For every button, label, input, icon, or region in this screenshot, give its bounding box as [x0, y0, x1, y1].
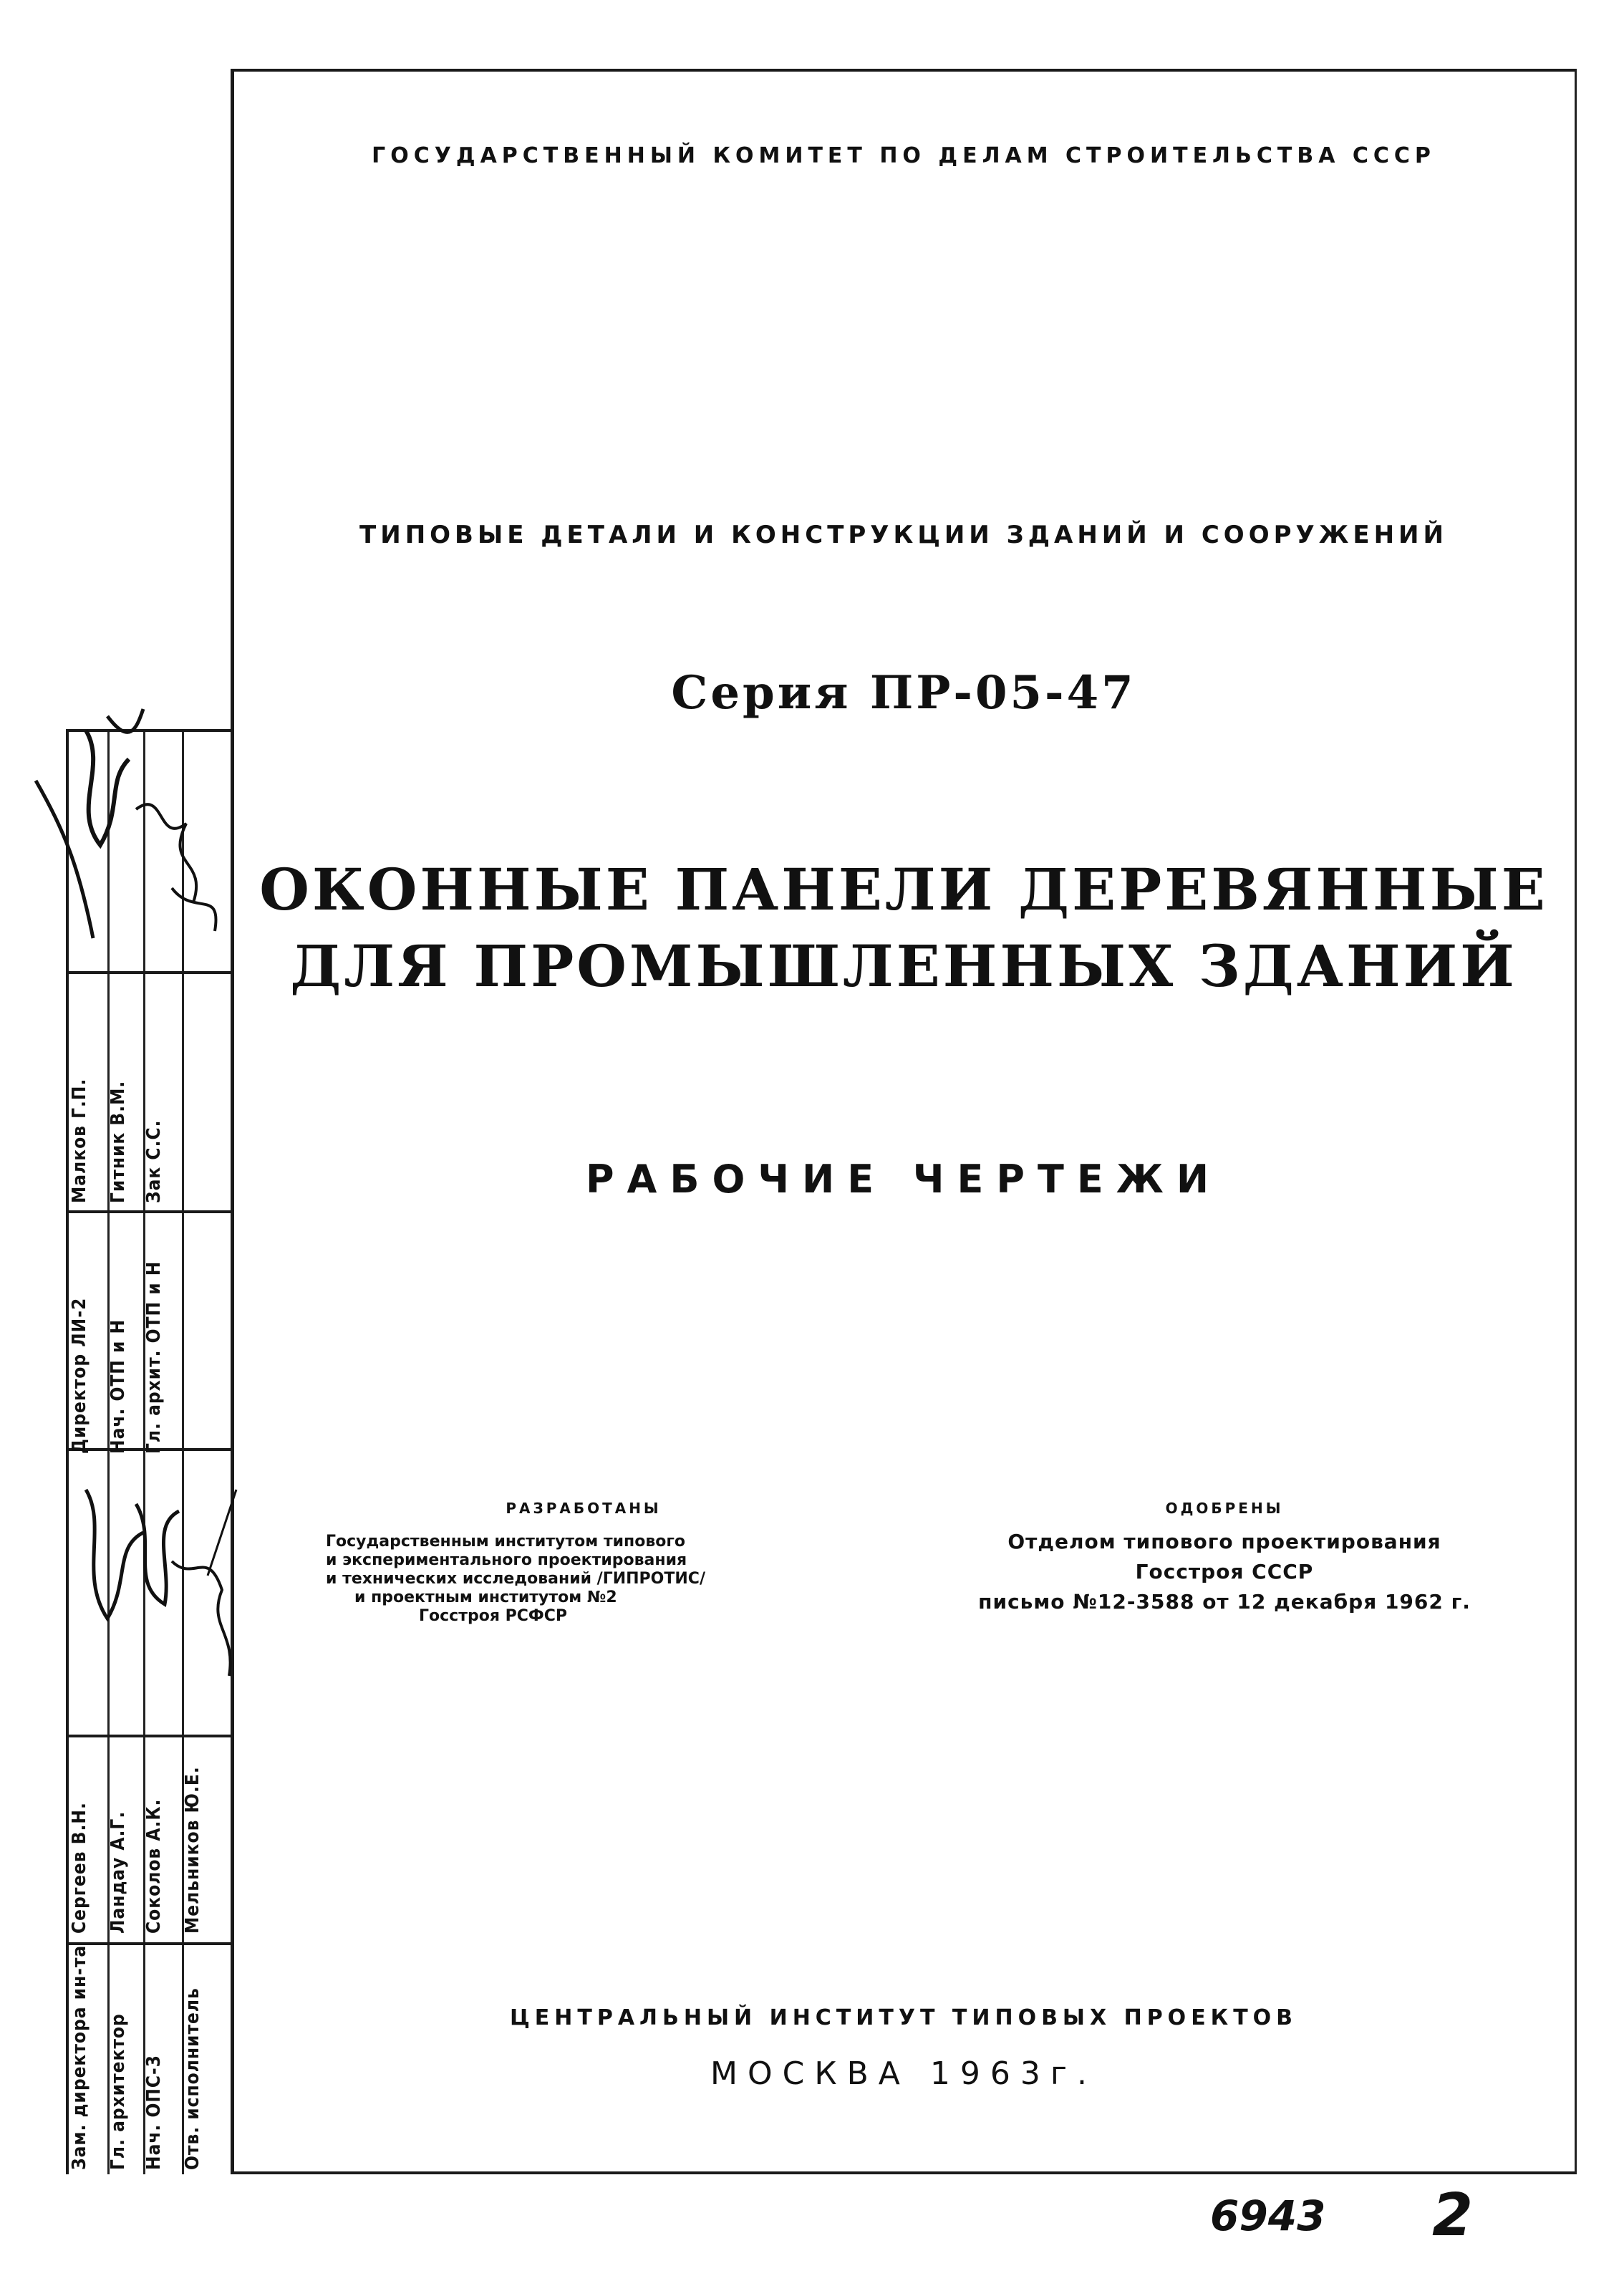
stamp-divider: [69, 1942, 231, 1945]
organization-name: ГОСУДАРСТВЕННЫЙ КОМИТЕТ ПО ДЕЛАМ СТРОИТЕЛЬСТВА СССР: [372, 143, 1436, 168]
developed-line: Госстроя РСФСР: [419, 1607, 567, 1625]
stamp-divider: [69, 1735, 231, 1737]
stamp-name: Малков Г.П.: [69, 1078, 90, 1203]
page-number: 2: [1432, 2181, 1474, 2250]
stamp-position: Нач. ОПС-3: [143, 2054, 165, 2170]
series-number: Серия ПР-05-47: [671, 666, 1136, 720]
developed-line: и экспериментального проектирования: [326, 1551, 687, 1569]
signature-lower: [64, 1461, 251, 1690]
document-subtitle: РАБОЧИЕ ЧЕРТЕЖИ: [585, 1157, 1222, 1202]
drawing-frame: [231, 69, 1577, 2174]
stamp-position: Гл. архитектор: [107, 2013, 129, 2170]
approved-line: Госстроя СССР: [1135, 1560, 1314, 1583]
stamp-position: Отв. исполнитель: [182, 1987, 203, 2170]
approved-block: [974, 1500, 1475, 1617]
series-category: ТИПОВЫЕ ДЕТАЛИ И КОНСТРУКЦИИ ЗДАНИЙ И СООРУЖЕНИЙ: [359, 521, 1448, 549]
document-title-line-1: ОКОННЫЕ ПАНЕЛИ ДЕРЕВЯННЫЕ: [259, 856, 1548, 923]
document-title-line-2: ДЛЯ ПРОМЫШЛЕННЫХ ЗДАНИЙ: [290, 932, 1517, 1000]
approved-line: Отделом типового проектирования: [1007, 1530, 1441, 1553]
stamp-name: Гитник В.М.: [107, 1080, 129, 1203]
signature-upper: [21, 702, 236, 960]
stamp-position: Нач. ОТП и Н: [107, 1318, 129, 1454]
publication-place-year: МОСКВА 1963г.: [710, 2055, 1097, 2092]
developed-line: и проектным институтом №2: [354, 1588, 617, 1606]
stamp-divider: [69, 1210, 231, 1213]
developed-line: Государственным институтом типового: [326, 1533, 685, 1551]
archive-number: 6943: [1210, 2191, 1326, 2240]
developed-heading: РАЗРАБОТАНЫ: [506, 1500, 662, 1517]
developed-line: и технических исследований /ГИПРОТИС/: [326, 1570, 705, 1588]
approved-line: письмо №12-3588 от 12 декабря 1962 г.: [978, 1590, 1471, 1614]
stamp-name: Соколов А.К.: [143, 1798, 165, 1934]
stamp-name: Зак С.С.: [143, 1119, 165, 1203]
stamp-position: Зам. директора ин-та: [69, 1944, 90, 2170]
stamp-divider: [69, 971, 231, 974]
stamp-position: Гл. архит. ОТП и Н: [143, 1260, 165, 1454]
stamp-name: Мельников Ю.Е.: [182, 1766, 203, 1934]
developed-block: [326, 1500, 841, 1626]
publisher-name: ЦЕНТРАЛЬНЫЙ ИНСТИТУТ ТИПОВЫХ ПРОЕКТОВ: [509, 2005, 1298, 2030]
stamp-position: Директор ЛИ-2: [69, 1297, 90, 1454]
stamp-name: Сергеев В.Н.: [69, 1802, 90, 1934]
stamp-name: Ландау А.Г.: [107, 1810, 129, 1934]
approved-heading: ОДОБРЕНЫ: [1165, 1500, 1284, 1517]
